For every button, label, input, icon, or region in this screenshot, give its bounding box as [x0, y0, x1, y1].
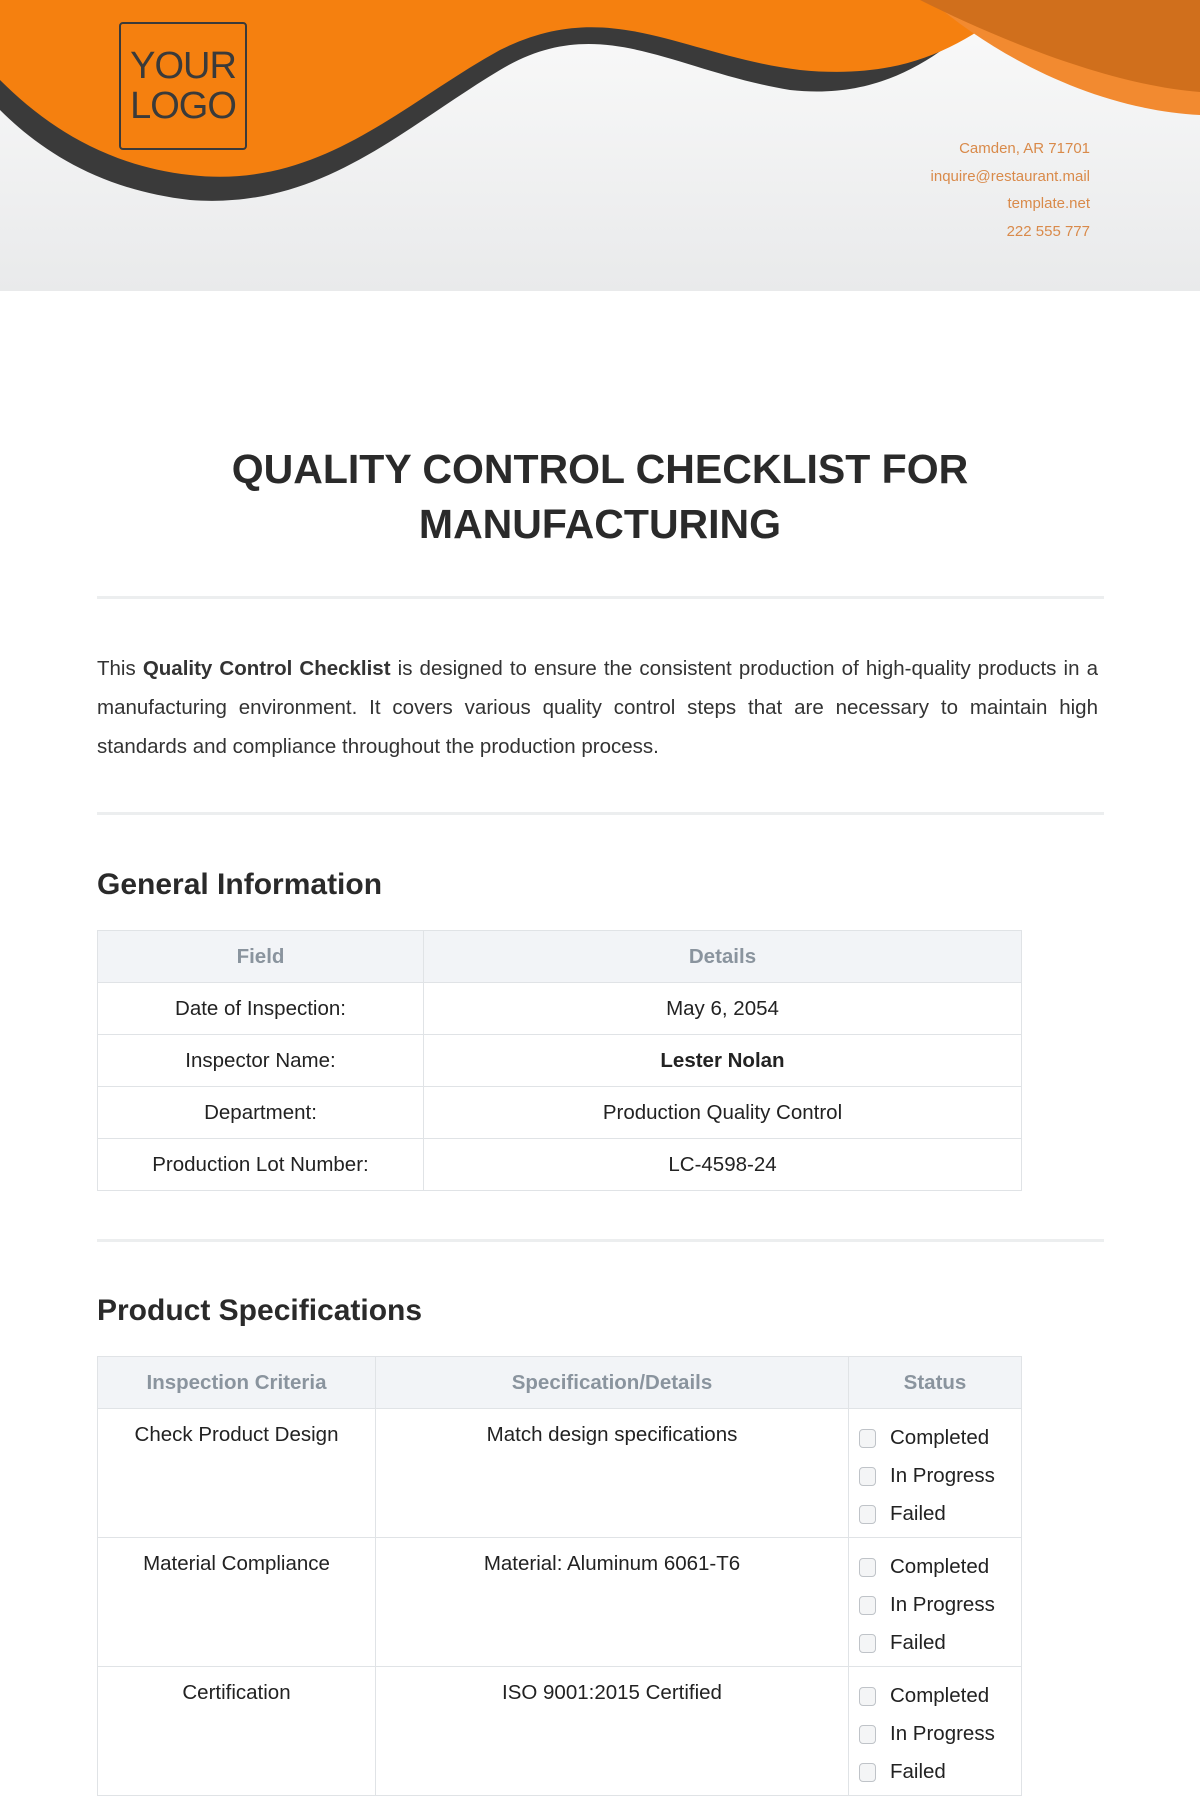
criteria-cell: Check Product Design [98, 1409, 376, 1538]
status-option[interactable] [859, 1677, 1021, 1715]
checkbox[interactable] [859, 1687, 876, 1706]
status-label: Completed [890, 1684, 990, 1707]
criteria-cell: Certification [98, 1667, 376, 1796]
status-label: Completed [890, 1426, 990, 1449]
status-cell [849, 1667, 1022, 1796]
checkbox[interactable] [859, 1505, 876, 1524]
spec-cell: Material: Aluminum 6061-T6 [376, 1538, 849, 1667]
column-header: Inspection Criteria [98, 1357, 376, 1409]
status-label: Failed [890, 1760, 946, 1783]
status-option[interactable] [859, 1753, 1021, 1791]
table-row [98, 1409, 1022, 1538]
website: template.net [1007, 195, 1090, 212]
intro-paragraph [97, 649, 1098, 766]
status-label: Failed [890, 1502, 946, 1525]
status-label: Failed [890, 1631, 946, 1654]
table-row [98, 983, 1022, 1035]
checkbox[interactable] [859, 1725, 876, 1744]
product-specs-table [97, 1356, 1022, 1796]
status-label: In Progress [890, 1464, 995, 1487]
table-row [98, 1667, 1022, 1796]
title-line: MANUFACTURING [418, 501, 782, 547]
column-header: Details [424, 931, 1022, 983]
divider [97, 812, 1104, 815]
contact-info [931, 140, 1090, 250]
status-option[interactable] [859, 1419, 1021, 1457]
letterhead [0, 0, 1200, 291]
status-option[interactable] [859, 1495, 1021, 1533]
checkbox[interactable] [859, 1634, 876, 1653]
status-option[interactable] [859, 1624, 1021, 1662]
field-label: Production Lot Number: [98, 1139, 424, 1191]
column-header: Specification/Details [376, 1357, 849, 1409]
field-value: Production Quality Control [424, 1087, 1022, 1139]
table-row [98, 1035, 1022, 1087]
checkbox[interactable] [859, 1558, 876, 1577]
checkbox[interactable] [859, 1467, 876, 1486]
divider [97, 596, 1104, 599]
status-label: In Progress [890, 1722, 995, 1745]
section-heading: Product Specifications [97, 1294, 423, 1327]
table-header-row [98, 931, 1022, 983]
phone: 222 555 777 [1006, 222, 1090, 240]
status-label: In Progress [890, 1593, 995, 1616]
address: Camden, AR 71701 [959, 140, 1090, 157]
table-row [98, 1139, 1022, 1191]
divider [97, 1239, 1104, 1242]
logo-line: LOGO [130, 85, 236, 127]
column-header: Field [98, 931, 424, 983]
column-header: Status [849, 1357, 1022, 1409]
table-header-row [98, 1357, 1022, 1409]
checkbox[interactable] [859, 1429, 876, 1448]
status-option[interactable] [859, 1586, 1021, 1624]
status-option[interactable] [859, 1548, 1021, 1586]
field-value: LC-4598-24 [424, 1139, 1022, 1191]
field-label: Department: [98, 1087, 424, 1139]
checkbox[interactable] [859, 1763, 876, 1782]
general-info-table [97, 930, 1022, 1191]
logo [119, 22, 247, 150]
status-option[interactable] [859, 1457, 1021, 1495]
spec-cell: Match design specifications [376, 1409, 849, 1538]
status-option[interactable] [859, 1715, 1021, 1753]
spec-cell: ISO 9001:2015 Certified [376, 1667, 849, 1796]
status-label: Completed [890, 1555, 990, 1578]
checkbox[interactable] [859, 1596, 876, 1615]
criteria-cell: Material Compliance [98, 1538, 376, 1667]
title-line: QUALITY CONTROL CHECKLIST FOR [231, 446, 969, 492]
field-value: May 6, 2054 [424, 983, 1022, 1035]
field-label: Date of Inspection: [98, 983, 424, 1035]
status-cell [849, 1409, 1022, 1538]
logo-line: YOUR [130, 45, 236, 87]
intro-text: is designed to ensure the consistent production of high-quality products in a manufacturing environment. It covers various quality control steps that are necessary to maintain high standards and compliance throughout the production process. [97, 657, 1098, 758]
field-value: Lester Nolan [424, 1035, 1022, 1087]
intro-text: This [97, 657, 143, 680]
section-heading: General Information [97, 868, 383, 901]
status-cell [849, 1538, 1022, 1667]
page-title [0, 442, 1200, 552]
field-label: Inspector Name: [98, 1035, 424, 1087]
table-row [98, 1087, 1022, 1139]
email: inquire@restaurant.mail [930, 167, 1090, 185]
intro-bold: Quality Control Checklist [142, 657, 391, 680]
table-row [98, 1538, 1022, 1667]
